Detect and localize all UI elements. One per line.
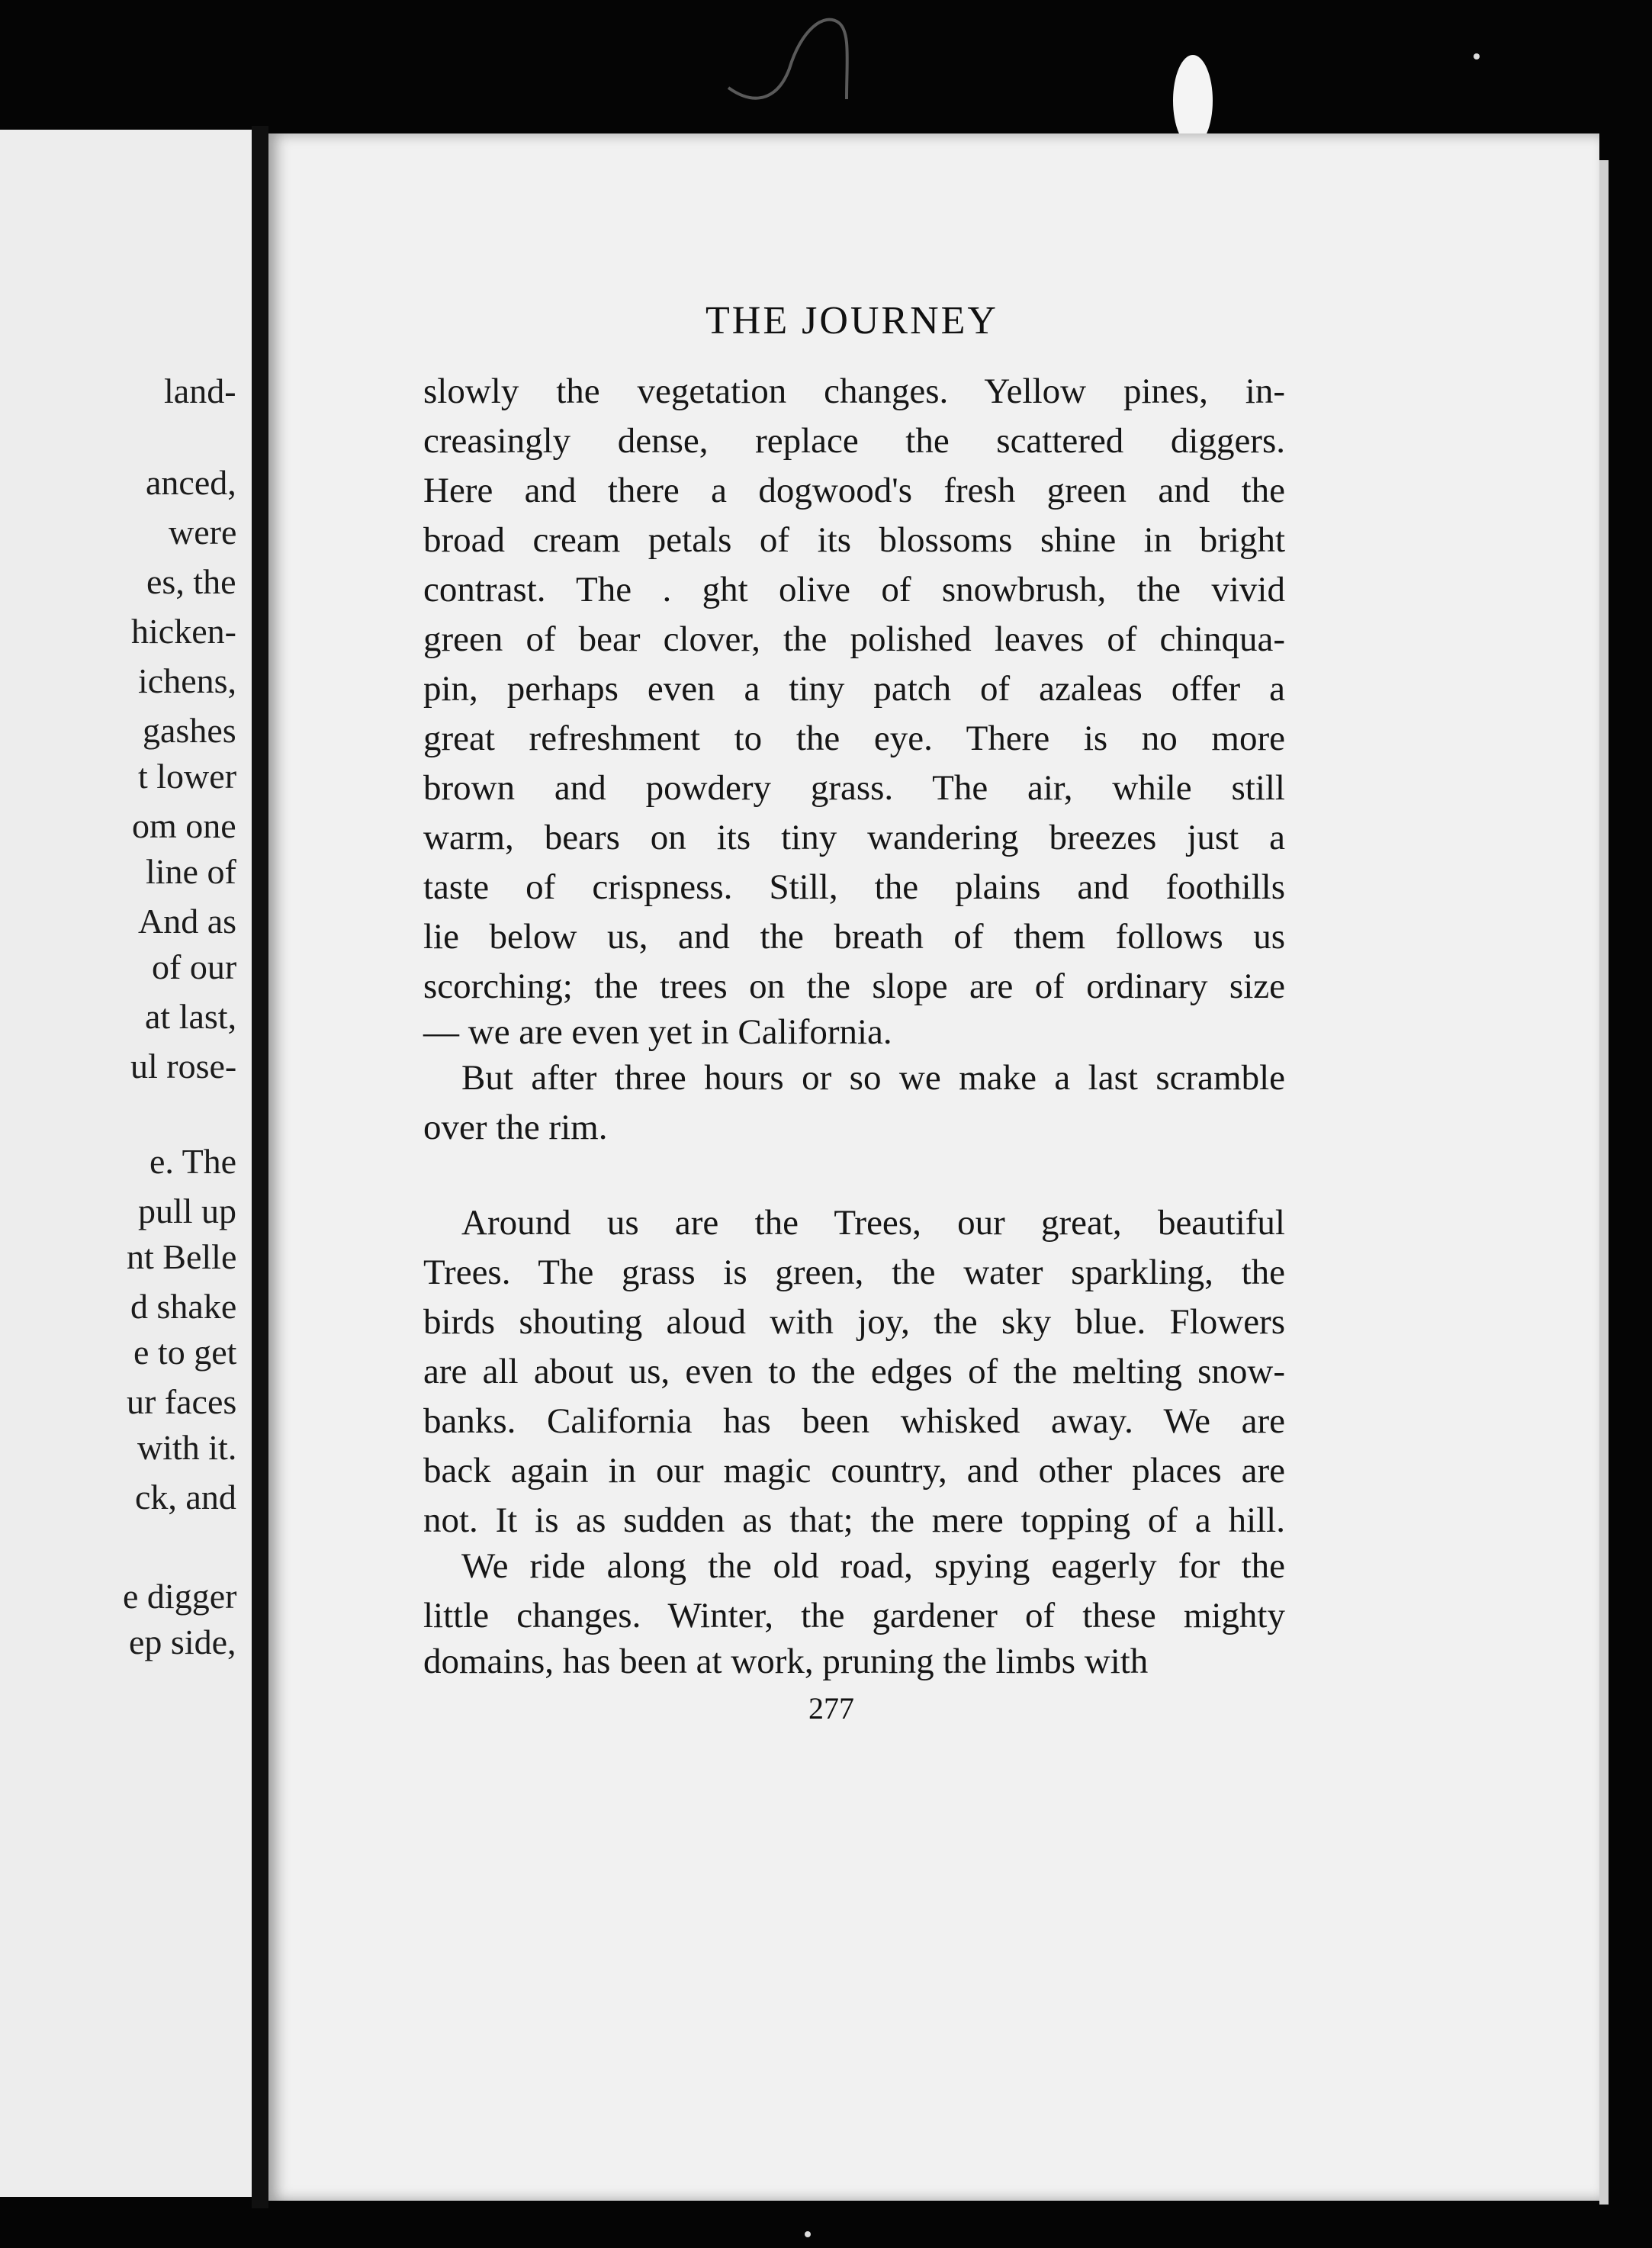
- body-text-line: back again in our magic country, and other places are: [423, 1451, 1285, 1491]
- body-text-line: Around us are the Trees, our great, beautiful: [461, 1203, 1285, 1243]
- body-text-line: But after three hours or so we make a last scramble: [461, 1058, 1285, 1098]
- left-page-line: e. The: [149, 1142, 237, 1181]
- body-text-line: warm, bears on its tiny wandering breezes just a: [423, 818, 1285, 857]
- left-page-line: es, the: [146, 562, 236, 601]
- body-text-line: contrast. The . ght olive of snowbrush, the vivid: [423, 570, 1285, 609]
- body-text-line: taste of crispness. Still, the plains and foothills: [423, 867, 1285, 907]
- body-text-line: pin, perhaps even a tiny patch of azaleas offer a: [423, 669, 1285, 709]
- body-text-line: lie below us, and the breath of them follows us: [423, 917, 1285, 957]
- paper-fragment: [1173, 55, 1213, 146]
- body-text-line: brown and powdery grass. The air, while still: [423, 768, 1285, 808]
- left-page-line: d shake: [130, 1287, 237, 1326]
- body-text-line: over the rim.: [423, 1108, 608, 1147]
- left-page-line: om one: [132, 806, 236, 845]
- body-text-line: We ride along the old road, spying eagerly for the: [461, 1546, 1285, 1586]
- dust-speck: [805, 2231, 811, 2237]
- left-page-line: at last,: [145, 997, 237, 1036]
- body-text-line: scorching; the trees on the slope are of ordinary size: [423, 966, 1285, 1006]
- body-text-line: banks. California has been whisked away. We are: [423, 1401, 1285, 1441]
- body-text-line: little changes. Winter, the gardener of these mighty: [423, 1596, 1285, 1635]
- left-page-line: ep side,: [129, 1622, 236, 1661]
- left-page-line: ul rose-: [130, 1047, 237, 1085]
- body-text-line: birds shouting aloud with joy, the sky blue. Flowers: [423, 1302, 1285, 1342]
- left-page-line: ur faces: [127, 1382, 237, 1421]
- left-page-line: e to get: [133, 1333, 237, 1372]
- string-shadow: [725, 8, 900, 114]
- left-page-line: were: [169, 513, 237, 552]
- left-page-line: anced,: [146, 463, 236, 502]
- page-number: 277: [808, 1691, 854, 1725]
- left-page-line: gashes: [143, 711, 236, 750]
- left-page-line: line of: [146, 852, 236, 891]
- body-text-line: creasingly dense, replace the scattered diggers.: [423, 421, 1285, 461]
- left-page-line: nt Belle: [127, 1237, 237, 1276]
- body-text-line: broad cream petals of its blossoms shine in bright: [423, 520, 1285, 560]
- left-page-line: land-: [164, 371, 236, 410]
- body-text-line: great refreshment to the eye. There is no more: [423, 719, 1285, 758]
- body-text-line: green of bear clover, the polished leaves of chinqua-: [423, 619, 1285, 659]
- left-page-line: hicken-: [131, 612, 236, 651]
- left-page-line: ichens,: [138, 661, 237, 700]
- page-edge: [1599, 160, 1609, 2205]
- body-text-line: Trees. The grass is green, the water sparkling, the: [423, 1253, 1285, 1292]
- body-text-line: domains, has been at work, pruning the limbs with: [423, 1642, 1149, 1681]
- body-text-line: Here and there a dogwood's fresh green and the: [423, 471, 1285, 510]
- left-page-line: pull up: [138, 1192, 237, 1230]
- left-page-line: ck, and: [135, 1478, 236, 1516]
- dust-speck: [1474, 53, 1480, 59]
- book-gutter: [252, 126, 268, 2208]
- running-head: THE JOURNEY: [705, 299, 998, 343]
- left-page-line: e digger: [123, 1577, 237, 1616]
- left-page-line: t lower: [138, 757, 237, 796]
- left-page-line: with it.: [137, 1428, 237, 1467]
- body-text-line: slowly the vegetation changes. Yellow pines, in-: [423, 371, 1285, 411]
- body-text-line: not. It is as sudden as that; the mere topping of a hill.: [423, 1500, 1285, 1540]
- left-page-line: And as: [138, 902, 237, 941]
- body-text-line: are all about us, even to the edges of the melting snow-: [423, 1352, 1285, 1391]
- body-text-line: — we are even yet in California.: [423, 1012, 892, 1052]
- left-page-line: of our: [152, 947, 237, 986]
